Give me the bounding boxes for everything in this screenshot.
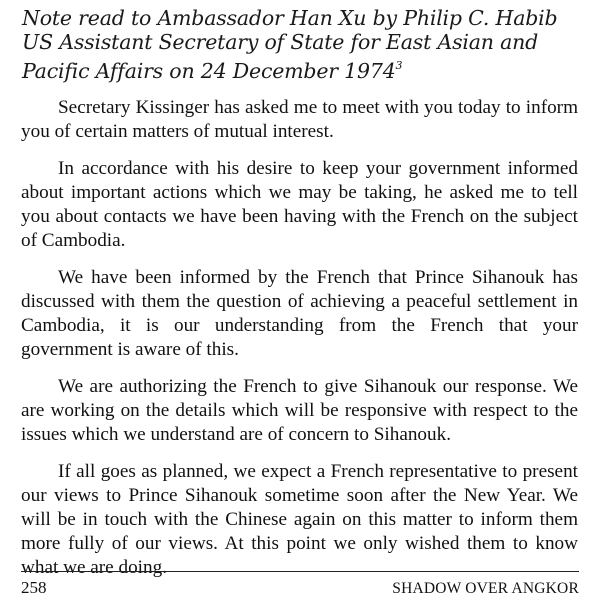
heading-line <box>22 54 582 83</box>
paragraph: In accordance with his desire to keep your government informed about important actions which we may be taking, he asked me to tell you about contacts we have been having with the French on the subject of Cambodia. <box>21 158 578 251</box>
footer-rule <box>21 571 579 572</box>
heading-line: US Assistant Secretary of State for East Asian and <box>22 30 539 54</box>
document-heading <box>22 6 582 83</box>
paragraph: We have been informed by the French that Prince Sihanouk has discussed with them the question of achieving a peaceful settlement in Cambodia, it is our understanding from the French that your government is aware of this. <box>21 267 578 360</box>
paragraph: If all goes as planned, we expect a French representative to present our views to Prince Sihanouk sometime soon after the New Year. We will be in touch with the Chinese again on this matter to inform them more fully of our views. At this point we only wished them to know what we are doing. <box>21 461 578 578</box>
footnote-marker: 3 <box>395 59 403 72</box>
heading-line-text: Pacific Affairs on 24 December 1974 <box>22 59 396 83</box>
body-text <box>21 96 578 593</box>
paragraph: We are authorizing the French to give Sihanouk our response. We are working on the details which will be responsive with respect to the issues which we understand are of concern to Sihanouk. <box>21 376 578 445</box>
running-head: SHADOW OVER ANGKOR <box>392 580 579 597</box>
heading-line: Note read to Ambassador Han Xu by Philip C. Habib <box>22 6 558 30</box>
page-number: 258 <box>21 578 47 597</box>
paragraph: Secretary Kissinger has asked me to meet with you today to inform you of certain matters of mutual interest. <box>21 97 578 142</box>
